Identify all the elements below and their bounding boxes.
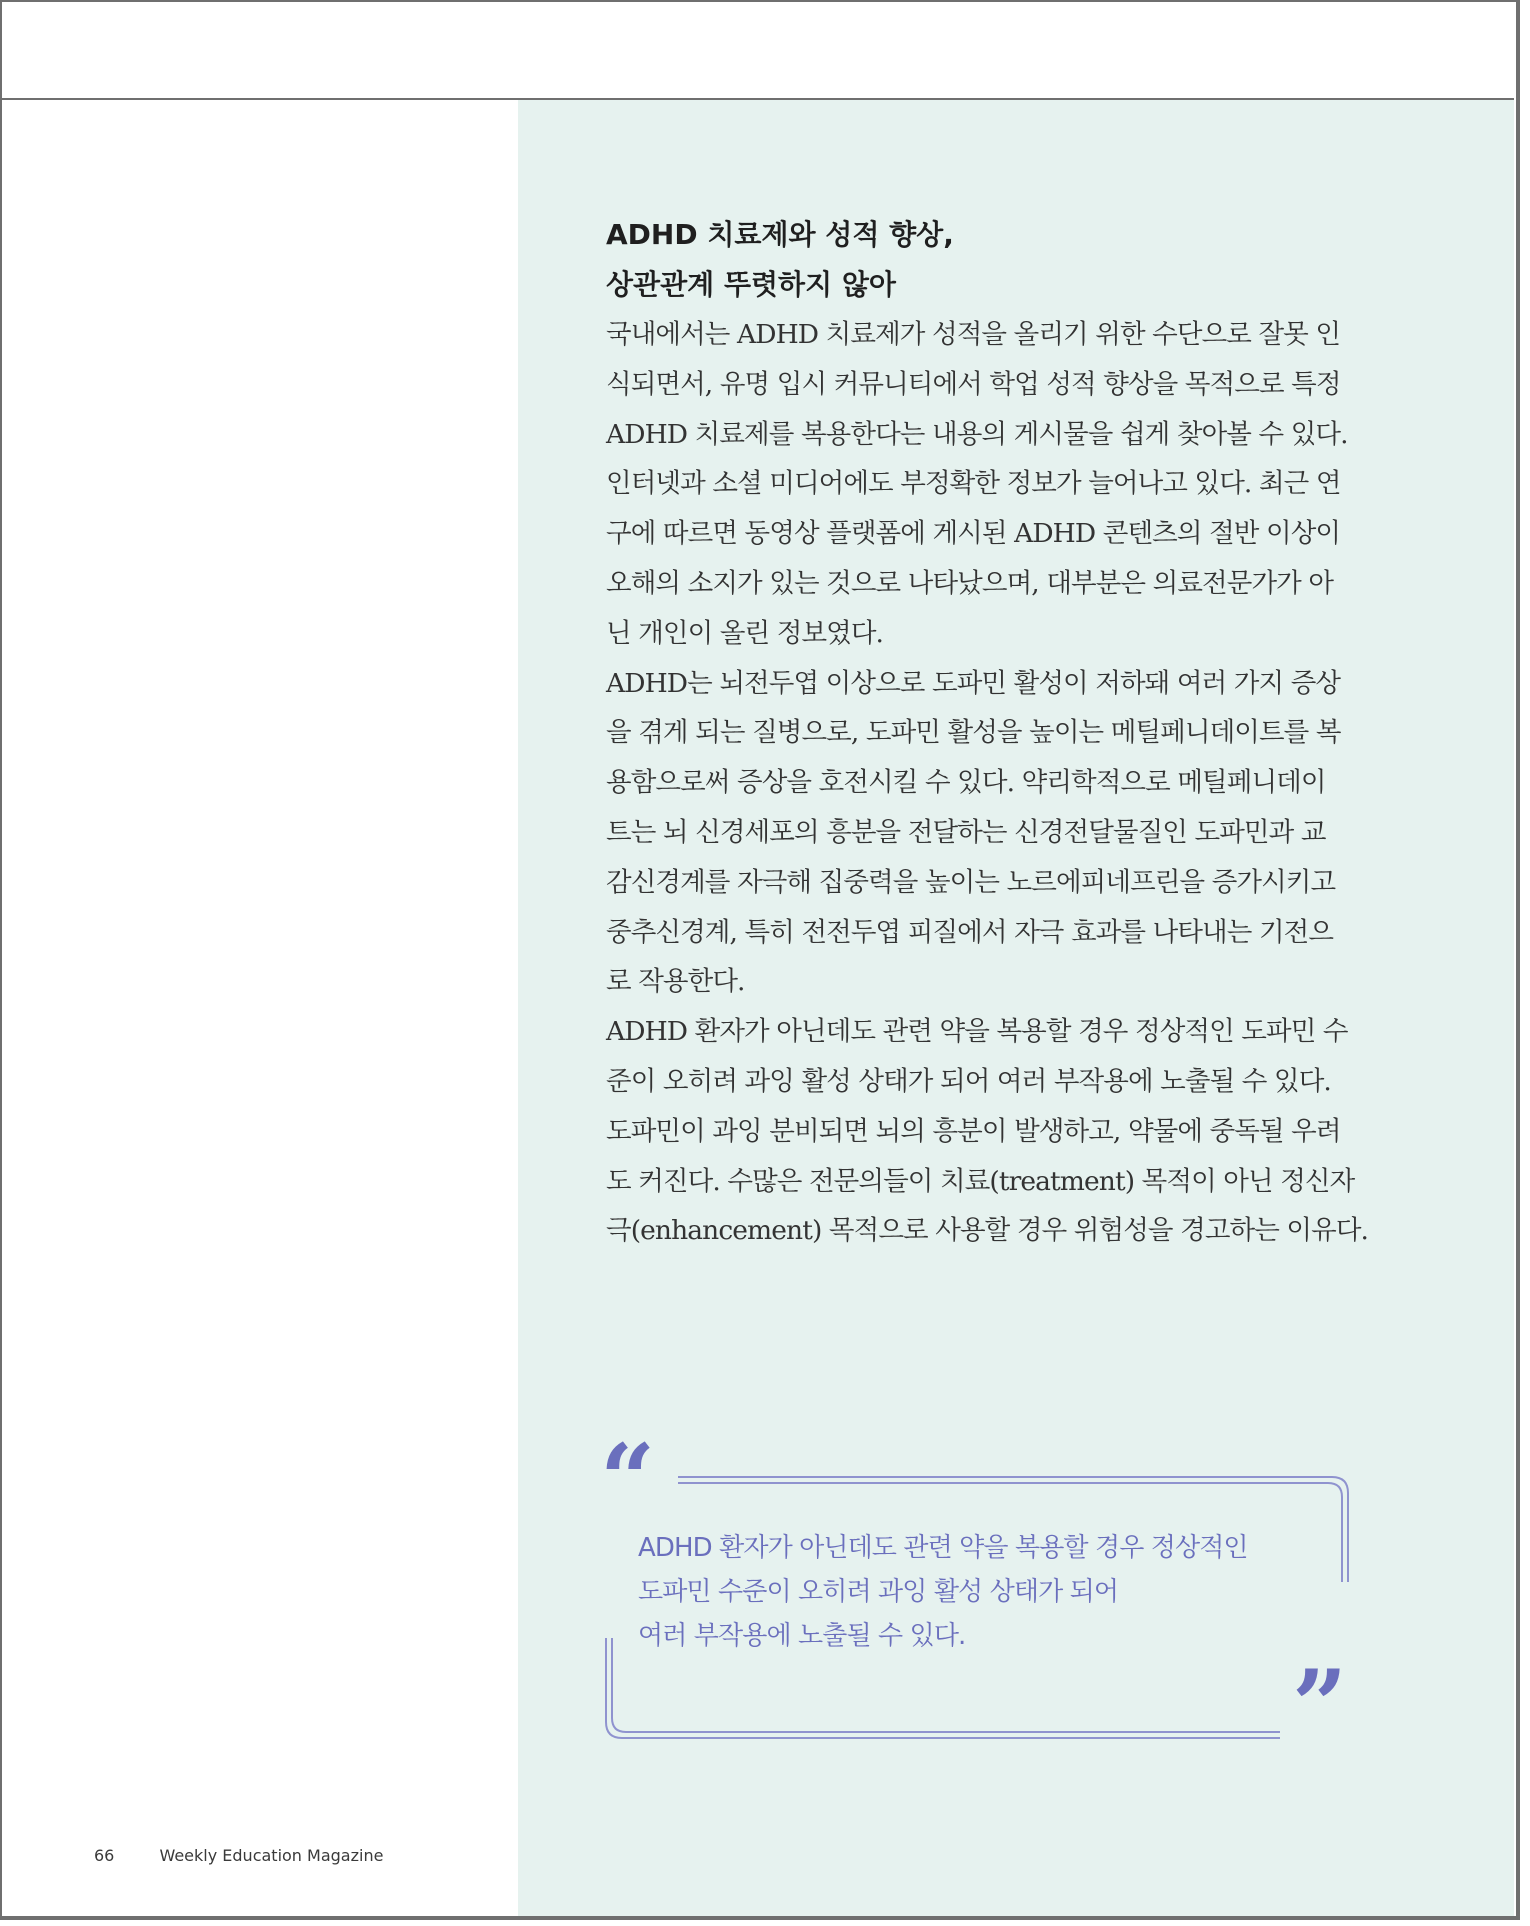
paragraph-line: 로 작용한다. bbox=[606, 966, 745, 998]
pull-quote-line: 여러 부작용에 노출될 수 있다. bbox=[638, 1621, 966, 1651]
article-paragraph bbox=[606, 1007, 1369, 1256]
paragraph-line: 트는 뇌 신경세포의 흥분을 전달하는 신경전달물질인 도파민과 교 bbox=[606, 816, 1326, 848]
pull-quote-line: ADHD 환자가 아닌데도 관련 약을 복용할 경우 정상적인 bbox=[638, 1533, 1248, 1563]
paragraph-line: ADHD 치료제를 복용한다는 내용의 게시물을 쉽게 찾아볼 수 있다. bbox=[606, 418, 1348, 450]
pull-quote bbox=[600, 1423, 1360, 1762]
article-paragraph bbox=[606, 310, 1366, 659]
article-headline bbox=[606, 210, 1366, 310]
page-footer bbox=[94, 1846, 383, 1865]
paragraph-line: 도파민이 과잉 분비되면 뇌의 흥분이 발생하고, 약물에 중독될 우려 bbox=[606, 1115, 1341, 1147]
paragraph-line: 극(enhancement) 목적으로 사용할 경우 위험성을 경고하는 이유다. bbox=[606, 1215, 1369, 1247]
close-quote-icon: ” bbox=[1292, 1649, 1348, 1762]
paragraph-line: ADHD 환자가 아닌데도 관련 약을 복용할 경우 정상적인 도파민 수 bbox=[606, 1016, 1348, 1048]
article bbox=[606, 210, 1369, 1256]
pull-quote-line: 도파민 수준이 오히려 과잉 활성 상태가 되어 bbox=[638, 1577, 1119, 1607]
paragraph-line: 오해의 소지가 있는 것으로 나타났으며, 대부분은 의료전문가가 아 bbox=[606, 567, 1334, 599]
paragraph-line: ADHD는 뇌전두엽 이상으로 도파민 활성이 저하돼 여러 가지 증상 bbox=[606, 667, 1341, 699]
paragraph-line: 구에 따르면 동영상 플랫폼에 게시된 ADHD 콘텐츠의 절반 이상이 bbox=[606, 518, 1341, 550]
paragraph-line: 감신경계를 자극해 집중력을 높이는 노르에피네프린을 증가시키고 bbox=[606, 866, 1336, 898]
paragraph-line: 용함으로써 증상을 호전시킬 수 있다. 약리학적으로 메틸페니데이 bbox=[606, 767, 1326, 799]
magazine-name: Weekly Education Magazine bbox=[159, 1846, 384, 1865]
paragraph-line: 도 커진다. 수많은 전문의들이 치료(treatment) 목적이 아닌 정신자 bbox=[606, 1165, 1355, 1197]
header-band bbox=[2, 2, 1514, 100]
paragraph-line: 식되면서, 유명 입시 커뮤니티에서 학업 성적 향상을 목적으로 특정 bbox=[606, 368, 1341, 400]
headline-line: ADHD 치료제와 성적 향상, bbox=[606, 218, 954, 251]
paragraph-line: 인터넷과 소셜 미디어에도 부정확한 정보가 늘어나고 있다. 최근 연 bbox=[606, 468, 1341, 500]
left-margin-column bbox=[2, 100, 518, 1916]
article-paragraph bbox=[606, 659, 1366, 1008]
headline-line: 상관관계 뚜렷하지 않아 bbox=[606, 268, 896, 301]
open-quote-icon: “ bbox=[600, 1423, 656, 1536]
paragraph-line: 국내에서는 ADHD 치료제가 성적을 올리기 위한 수단으로 잘못 인 bbox=[606, 319, 1341, 350]
paragraph-line: 닌 개인이 올린 정보였다. bbox=[606, 617, 884, 649]
paragraph-line: 준이 오히려 과잉 활성 상태가 되어 여러 부작용에 노출될 수 있다. bbox=[606, 1065, 1331, 1097]
paragraph-line: 을 겪게 되는 질병으로, 도파민 활성을 높이는 메틸페니데이트를 복 bbox=[606, 717, 1341, 749]
paragraph-line: 중추신경계, 특히 전전두엽 피질에서 자극 효과를 나타내는 기전으 bbox=[606, 916, 1334, 948]
pull-quote-text bbox=[638, 1526, 1248, 1658]
page-number: 66 bbox=[94, 1846, 115, 1865]
